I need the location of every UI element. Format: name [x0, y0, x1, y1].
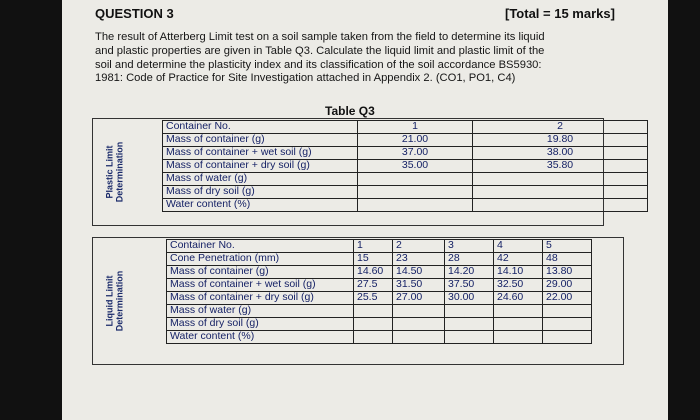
cell-container-4 — [494, 331, 543, 344]
liquid-limit-side-label — [94, 239, 134, 363]
row-label: Mass of water (g) — [167, 305, 354, 318]
cell-container-2 — [393, 305, 445, 318]
cell-container-4: 4 — [494, 240, 543, 253]
table-row — [163, 147, 648, 160]
cell-container-2 — [473, 186, 648, 199]
table-row — [163, 134, 648, 147]
cell-container-2: 19.80 — [473, 134, 648, 147]
row-label: Water content (%) — [163, 199, 358, 212]
row-label: Mass of container + wet soil (g) — [163, 147, 358, 160]
table-row — [167, 292, 592, 305]
table-row — [167, 331, 592, 344]
liquid-label-line2: Determination — [114, 270, 125, 332]
cell-container-3 — [445, 305, 494, 318]
cell-container-3: 3 — [445, 240, 494, 253]
cell-container-2: 2 — [473, 121, 648, 134]
cell-container-5: 22.00 — [543, 292, 592, 305]
table-row — [167, 318, 592, 331]
cell-container-2: 2 — [393, 240, 445, 253]
question-line: 1981: Code of Practice for Site Investigation attached in Appendix 2. (CO1, PO1, C4) — [95, 72, 516, 85]
cell-container-1: 27.5 — [354, 279, 393, 292]
cell-container-2: 31.50 — [393, 279, 445, 292]
cell-container-2: 14.50 — [393, 266, 445, 279]
plastic-label-line2: Determination — [114, 141, 125, 203]
cell-container-5 — [543, 318, 592, 331]
cell-container-3 — [445, 331, 494, 344]
cell-container-3: 30.00 — [445, 292, 494, 305]
cell-container-4 — [494, 318, 543, 331]
liquid-label-line1: Liquid Limit — [104, 275, 115, 327]
cell-container-2 — [393, 331, 445, 344]
cell-container-4: 32.50 — [494, 279, 543, 292]
cell-container-1 — [358, 186, 473, 199]
table-row — [163, 186, 648, 199]
row-label: Mass of container + wet soil (g) — [167, 279, 354, 292]
table-caption: Table Q3 — [325, 104, 375, 118]
cell-container-2 — [473, 199, 648, 212]
row-label: Mass of water (g) — [163, 173, 358, 186]
plastic-limit-side-label — [94, 120, 134, 224]
table-row — [163, 121, 648, 134]
cell-container-2 — [473, 173, 648, 186]
question-title: QUESTION 3 — [95, 6, 174, 21]
cell-container-1: 37.00 — [358, 147, 473, 160]
row-label: Water content (%) — [167, 331, 354, 344]
cell-container-5 — [543, 331, 592, 344]
cell-container-5: 29.00 — [543, 279, 592, 292]
cell-container-2: 35.80 — [473, 160, 648, 173]
table-row — [167, 266, 592, 279]
cell-container-2: 23 — [393, 253, 445, 266]
row-label: Mass of container + dry soil (g) — [167, 292, 354, 305]
cell-container-2: 27.00 — [393, 292, 445, 305]
question-text — [95, 31, 615, 86]
question-line: The result of Atterberg Limit test on a soil sample taken from the field to determine its liquid — [95, 31, 545, 43]
cell-container-5: 48 — [543, 253, 592, 266]
cell-container-1 — [354, 305, 393, 318]
cell-container-1: 35.00 — [358, 160, 473, 173]
cell-container-3 — [445, 318, 494, 331]
cell-container-1: 15 — [354, 253, 393, 266]
question-line: soil and determine the plasticity index and its classification of the soil accordance BS5930: — [95, 58, 542, 71]
cell-container-1: 1 — [358, 121, 473, 134]
cell-container-4: 24.60 — [494, 292, 543, 305]
row-label: Mass of container + dry soil (g) — [163, 160, 358, 173]
cell-container-1 — [354, 318, 393, 331]
row-label: Mass of dry soil (g) — [167, 318, 354, 331]
table-row — [163, 160, 648, 173]
row-label: Mass of container (g) — [167, 266, 354, 279]
row-label: Mass of dry soil (g) — [163, 186, 358, 199]
cell-container-1: 1 — [354, 240, 393, 253]
table-row — [163, 199, 648, 212]
cell-container-5 — [543, 305, 592, 318]
table-row — [167, 253, 592, 266]
cell-container-2: 38.00 — [473, 147, 648, 160]
liquid-limit-table — [166, 239, 592, 344]
cell-container-4 — [494, 305, 543, 318]
cell-container-2 — [393, 318, 445, 331]
cell-container-1: 21.00 — [358, 134, 473, 147]
cell-container-1 — [358, 173, 473, 186]
row-label: Container No. — [163, 121, 358, 134]
plastic-limit-table — [162, 120, 648, 212]
cell-container-3: 37.50 — [445, 279, 494, 292]
table-row — [167, 305, 592, 318]
table-row — [167, 279, 592, 292]
plastic-label-line1: Plastic Limit — [104, 145, 115, 199]
row-label: Container No. — [167, 240, 354, 253]
row-label: Cone Penetration (mm) — [167, 253, 354, 266]
table-row — [167, 240, 592, 253]
cell-container-3: 14.20 — [445, 266, 494, 279]
cell-container-1 — [354, 331, 393, 344]
question-line: and plastic properties are given in Table Q3. Calculate the liquid limit and plastic limit of the — [95, 44, 545, 57]
cell-container-3: 28 — [445, 253, 494, 266]
cell-container-1: 14.60 — [354, 266, 393, 279]
cell-container-5: 13.80 — [543, 266, 592, 279]
total-marks: [Total = 15 marks] — [505, 6, 615, 21]
cell-container-1: 25.5 — [354, 292, 393, 305]
cell-container-5: 5 — [543, 240, 592, 253]
row-label: Mass of container (g) — [163, 134, 358, 147]
cell-container-4: 42 — [494, 253, 543, 266]
cell-container-1 — [358, 199, 473, 212]
cell-container-4: 14.10 — [494, 266, 543, 279]
table-row — [163, 173, 648, 186]
